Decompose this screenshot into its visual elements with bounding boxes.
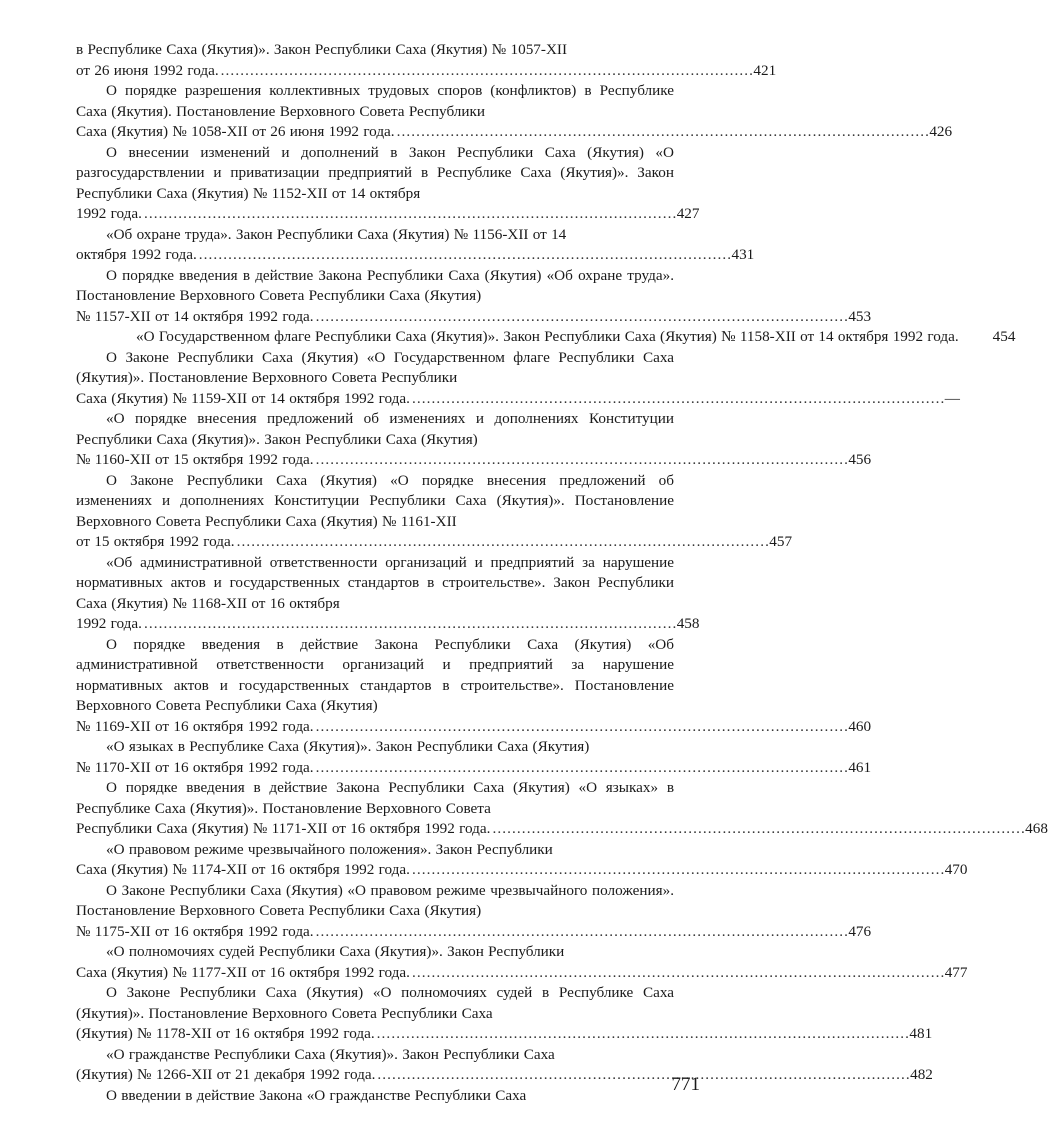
toc-entry-last-line <box>76 1024 933 1045</box>
dot-leader <box>144 614 675 635</box>
toc-page-ref: 456 <box>848 451 872 468</box>
toc-page-ref: 454 <box>992 328 1016 345</box>
toc-entry-last-text: октября 1992 года. <box>76 246 197 263</box>
toc-entry-last-line <box>76 819 1048 840</box>
toc-entry-last-line <box>76 204 700 225</box>
toc-entry-last-text: № 1175-XII от 16 октября 1992 года. <box>76 922 314 940</box>
dot-leader <box>412 860 943 881</box>
toc-entry-text: «О правовом режиме чрезвычайного положения». Закон Республики <box>106 840 553 858</box>
toc-entry-last-text: № 1170-XII от 16 октября 1992 года. <box>76 758 314 776</box>
toc-entry-last-line <box>76 532 793 553</box>
dot-leader <box>316 450 847 471</box>
toc-entry-last-text: Саха (Якутия) № 1058-XII от 26 июня 1992 года. <box>76 123 395 140</box>
toc-entry-last-line <box>76 61 777 82</box>
toc-entry-text: О Законе Республики Саха (Якутия) «О Государственном флаге Республики Саха (Якутия)». Постановление Верховного Совета Республики <box>76 348 674 386</box>
toc-entry-last-line <box>76 860 968 881</box>
dot-leader <box>377 1024 908 1045</box>
toc-entry-text: «О Государственном флаге Республики Саха (Якутия)». Закон Республики Саха (Якутия) № 1158-XII от 14 октября 1992 года. <box>136 328 959 345</box>
toc-entry-text: «О гражданстве Республики Саха (Якутия)». Закон Республики Саха <box>106 1045 555 1063</box>
toc-entry-text: «О полномочиях судей Республики Саха (Якутия)». Закон Республики <box>106 943 565 960</box>
toc-entry-last-line <box>76 307 872 328</box>
toc-entry-last-line <box>76 327 1016 348</box>
toc-entry <box>76 635 872 738</box>
toc-entry-last-line <box>76 922 872 943</box>
toc-entry-text: в Республике Саха (Якутия)». Закон Республики Саха (Якутия) № 1057-XII <box>76 41 568 58</box>
toc-entry-text: О введении в действие Закона «О гражданстве Республики Саха <box>106 1086 527 1104</box>
toc-page-ref: 457 <box>769 533 793 550</box>
dot-leader <box>316 307 847 328</box>
toc-entry-last-line <box>76 122 953 143</box>
toc-entry <box>76 327 1016 348</box>
toc-entry <box>76 881 872 943</box>
dot-leader <box>199 245 730 266</box>
dot-leader <box>377 1065 908 1086</box>
toc-entry <box>76 348 960 410</box>
toc-page-ref: 470 <box>944 861 968 878</box>
toc-entry <box>76 553 700 635</box>
dot-leader <box>492 819 1023 840</box>
toc-page-ref: 458 <box>676 615 700 632</box>
toc-entry-last-text: № 1160-XII от 15 октября 1992 года. <box>76 451 314 468</box>
toc-page-ref: 453 <box>848 307 872 325</box>
toc-page-ref: 476 <box>848 922 872 940</box>
toc-entry <box>76 81 953 143</box>
toc-entry-last-text: от 26 июня 1992 года. <box>76 61 219 79</box>
toc-page-ref: — <box>944 389 960 407</box>
toc-entry-text: О порядке введения в действие Закона Республики Саха (Якутия) «Об охране труда». Постановление Верховного Совета Республики Саха (Якутия) <box>76 266 674 304</box>
toc-entry-last-text: 1992 года. <box>76 615 142 632</box>
toc-page-ref: 426 <box>929 123 953 140</box>
toc-entry <box>76 942 968 983</box>
toc-entry-text: О внесении изменений и дополнений в Закон Республики Саха (Якутия) «О разгосударствлении и приватизации предприятий в Республике Саха (Якутия)». Закон Республики Саха (Якутия) № 1152-XII от 14 октября <box>76 143 674 202</box>
toc-entry <box>76 471 793 553</box>
toc-entry-text: «Об охране труда». Закон Республики Саха (Якутия) № 1156-XII от 14 <box>106 225 567 243</box>
toc-entry-text: «Об административной ответственности организаций и предприятий за нарушение нормативных актов и государственных стандартов в строительстве». Закон Республики Саха (Якутия) № 1168-XII от 16 октября <box>76 553 674 612</box>
toc-page-ref: 431 <box>731 246 755 263</box>
toc-entry-last-line <box>76 245 755 266</box>
toc-entry <box>76 409 872 471</box>
toc-page-ref: 481 <box>909 1025 933 1042</box>
toc-entry-last-line <box>76 717 872 738</box>
toc-entry <box>76 266 872 328</box>
toc-entry <box>76 225 755 266</box>
toc-entry-last-text: Саха (Якутия) № 1159-XII от 14 октября 1992 года. <box>76 389 410 407</box>
toc-entry-text: О Законе Республики Саха (Якутия) «О правовом режиме чрезвычайного положения». Постановление Верховного Совета Республики Саха (Якутия) <box>76 881 674 919</box>
toc-page-ref: 468 <box>1025 820 1048 837</box>
toc-page-ref: 461 <box>848 758 872 776</box>
toc-entry-text: О Законе Республики Саха (Якутия) «О порядке внесения предложений об изменениях и дополнениях Конституции Республики Саха (Якутия)». Постановление Верховного Совета Республики Саха (Якутия) № 1161-XII <box>76 471 674 530</box>
dot-leader <box>144 204 675 225</box>
dot-leader <box>412 389 943 410</box>
toc-entry <box>76 840 968 881</box>
toc-entry-last-text: от 15 октября 1992 года. <box>76 533 235 550</box>
dot-leader <box>316 758 847 779</box>
toc-entry-last-text: (Якутия) № 1266-XII от 21 декабря 1992 года. <box>76 1066 376 1083</box>
toc-entry-last-text: Саха (Якутия) № 1174-XII от 16 октября 1992 года. <box>76 861 410 878</box>
dot-leader <box>221 61 752 82</box>
toc-page-ref: 427 <box>676 205 700 222</box>
toc-entry-text: О порядке введения в действие Закона Республики Саха (Якутия) «О языках» в Республике Саха (Якутия)». Постановление Верховного Совета <box>76 779 674 817</box>
dot-leader <box>316 922 847 943</box>
toc-entry <box>76 778 1048 840</box>
page-number: 771 <box>671 1074 700 1095</box>
toc-entry <box>76 143 700 225</box>
toc-page-ref: 482 <box>910 1066 933 1083</box>
toc-entry <box>76 40 777 81</box>
toc-entry-last-line <box>76 963 968 984</box>
toc-entry <box>76 737 872 778</box>
toc-entry-text: «О порядке внесения предложений об изменениях и дополнениях Конституции Республики Саха (Якутия)». Закон Республики Саха (Якутия) <box>76 410 674 448</box>
toc-entry <box>76 1086 674 1107</box>
dot-leader <box>397 122 928 143</box>
toc-entry-last-line <box>76 450 872 471</box>
toc-entry-last-line <box>76 614 700 635</box>
toc-entry-last-line <box>76 758 872 779</box>
toc-entry-text: О порядке разрешения коллективных трудовых споров (конфликтов) в Республике Саха (Якутия). Постановление Верховного Совета Республики <box>76 82 674 120</box>
toc-entry-last-text: № 1157-XII от 14 октября 1992 года. <box>76 307 314 325</box>
toc-entry-last-line <box>76 389 960 410</box>
toc-entry-text: «О языках в Республике Саха (Якутия)». Закон Республики Саха (Якутия) <box>106 738 590 755</box>
toc-entry-last-text: Республики Саха (Якутия) № 1171-XII от 16 октября 1992 года. <box>76 820 491 837</box>
toc-entry-text: О Законе Республики Саха (Якутия) «О полномочиях судей в Республике Саха (Якутия)». Постановление Верховного Совета Республики Саха <box>76 984 674 1022</box>
toc-entry <box>76 983 933 1045</box>
toc-page-ref: 477 <box>944 963 968 981</box>
toc-entry-last-text: № 1169-XII от 16 октября 1992 года. <box>76 717 314 735</box>
dot-leader <box>412 963 943 984</box>
toc-entry-last-text: 1992 года. <box>76 205 142 222</box>
toc-page-ref: 460 <box>848 717 872 735</box>
dot-leader <box>316 717 847 738</box>
toc-entry-last-text: (Якутия) № 1178-XII от 16 октября 1992 года. <box>76 1025 375 1042</box>
toc-entry-last-text: Саха (Якутия) № 1177-XII от 16 октября 1992 года. <box>76 963 410 981</box>
toc-entry-text: О порядке введения в действие Закона Республики Саха (Якутия) «Об административной ответственности организаций и предприятий за нарушение нормативных актов и государственных стандартов в строительстве». Постановление Верховного Совета Республики Саха (Якутия) <box>76 635 674 714</box>
toc-page-ref: 421 <box>753 61 777 79</box>
dot-leader <box>237 532 768 553</box>
